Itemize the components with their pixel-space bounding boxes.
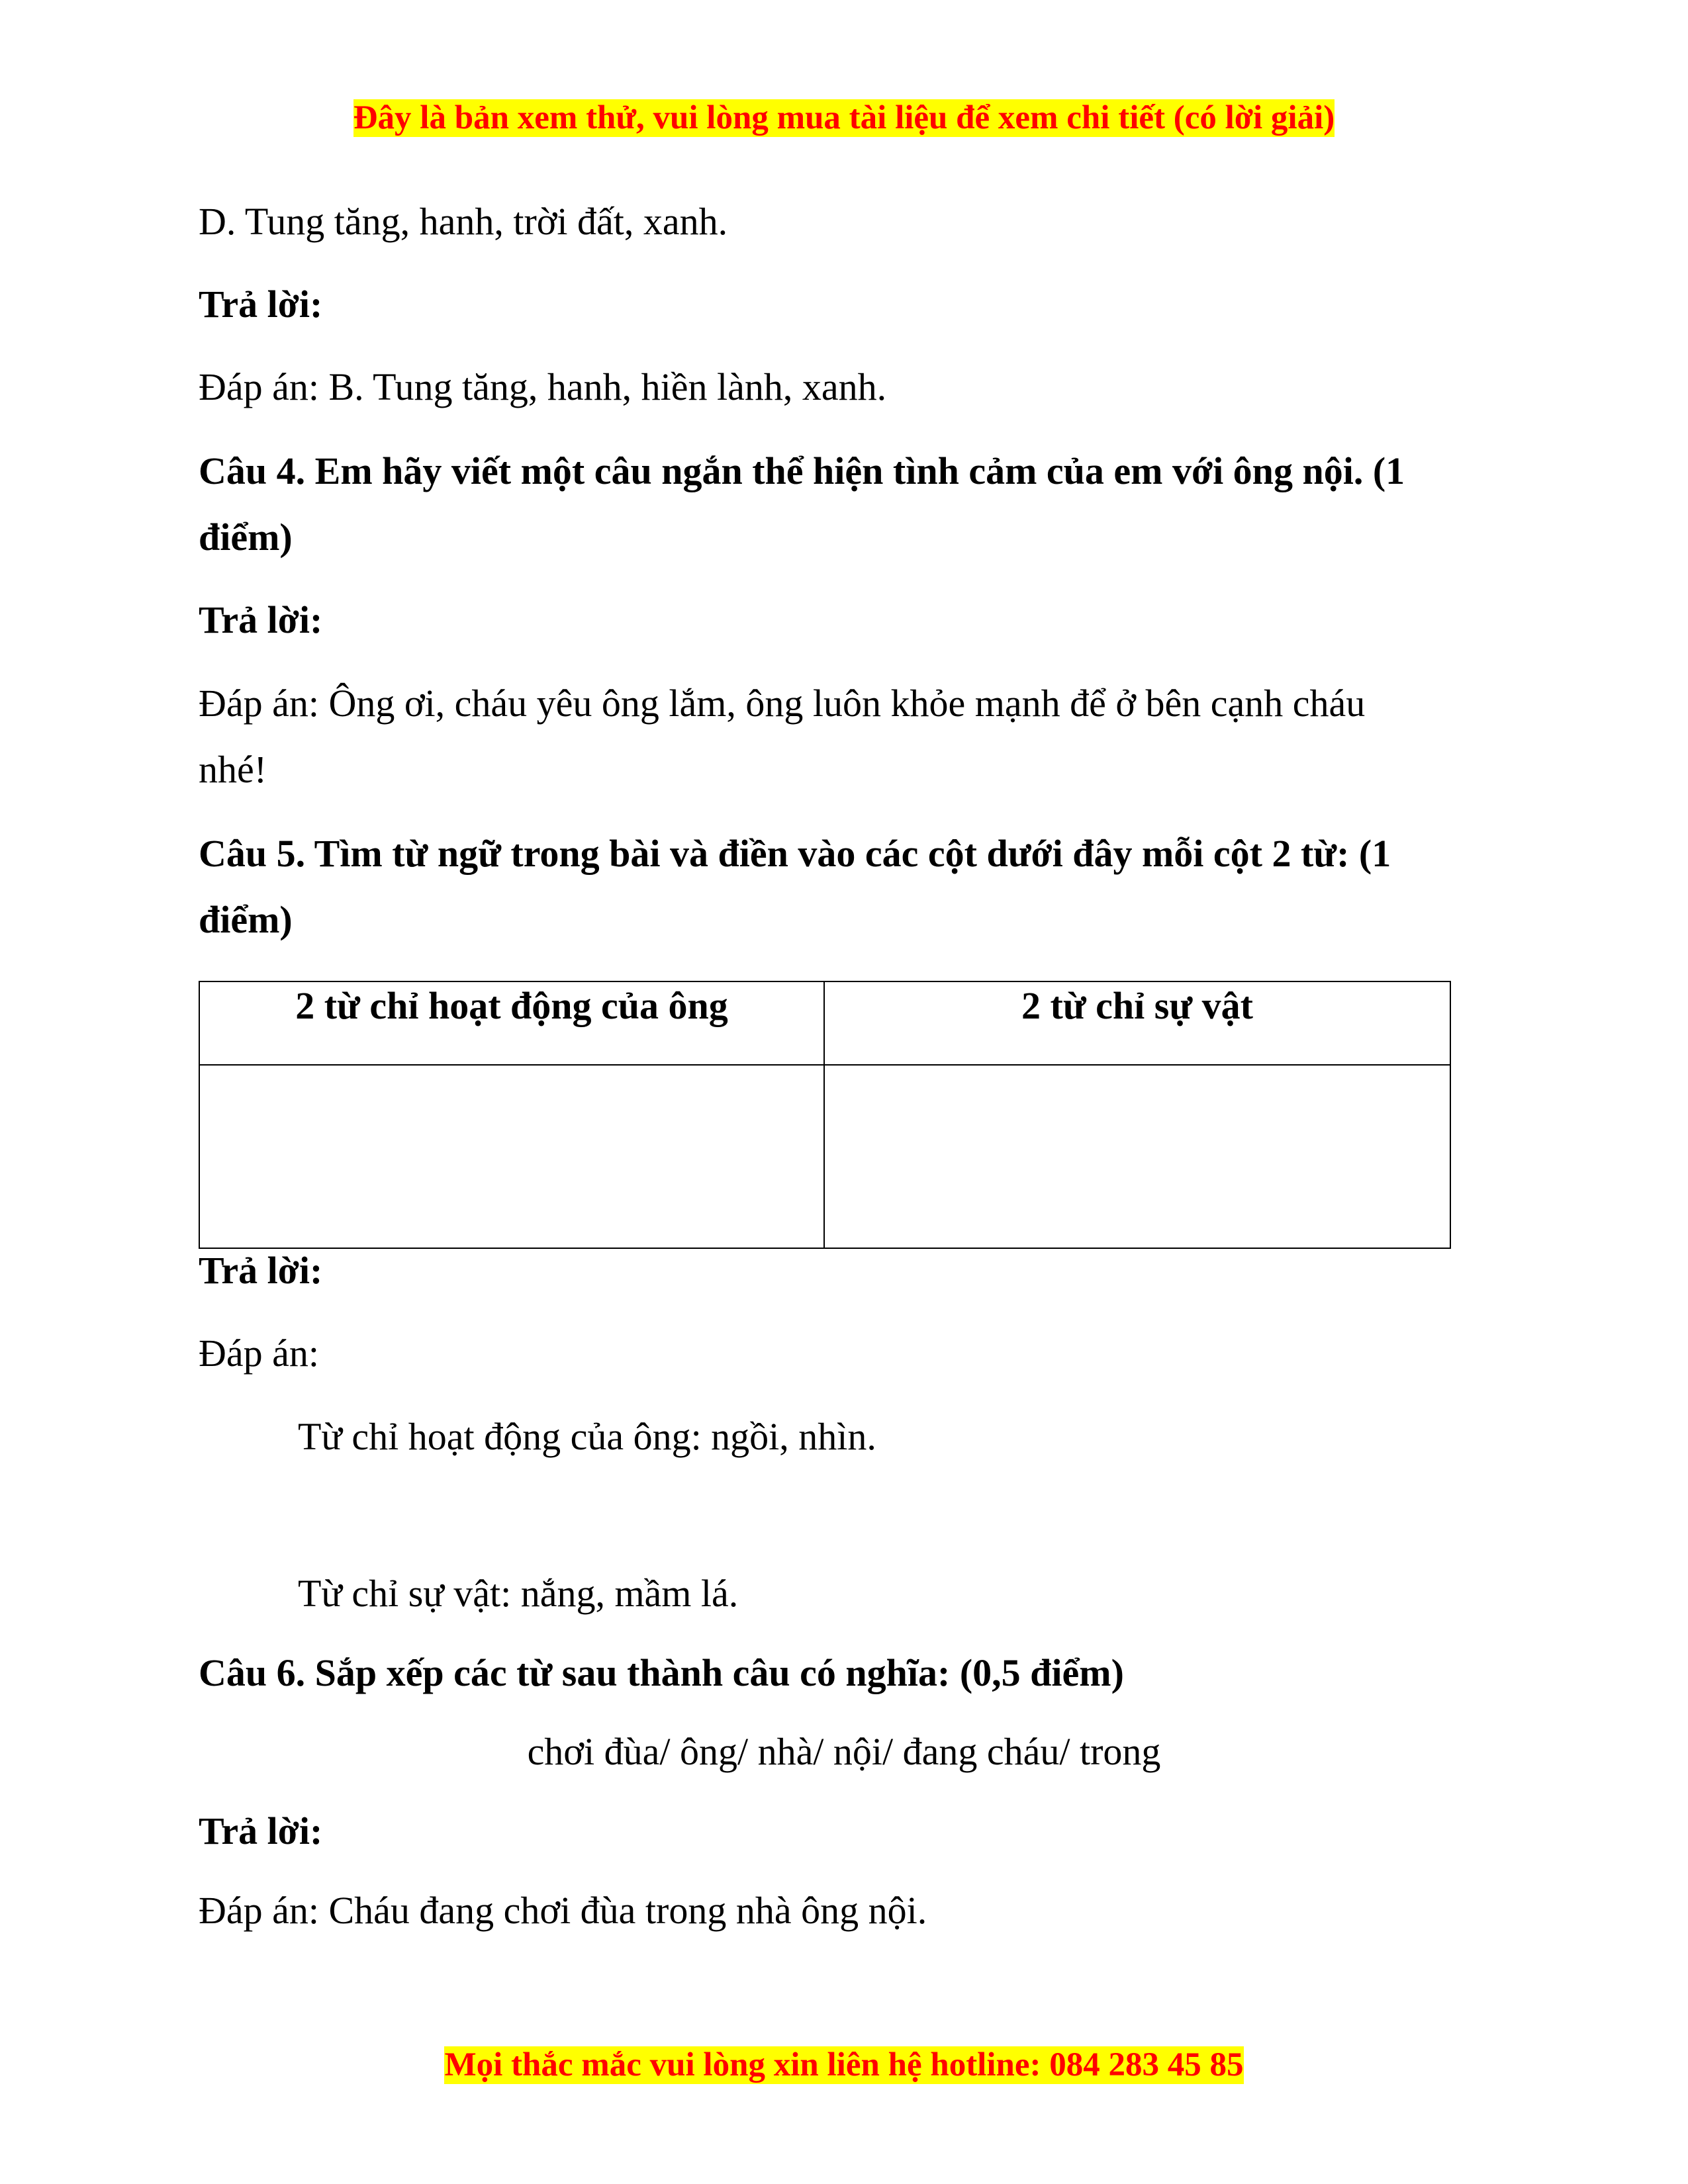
q6-answer: Đáp án: Cháu đang chơi đùa trong nhà ông nội. bbox=[199, 1889, 927, 1932]
table-header-activities: 2 từ chỉ hoạt động của ông bbox=[199, 981, 824, 1065]
q5-answer-label: Trả lời: bbox=[199, 1249, 323, 1292]
table-cell-things bbox=[824, 1065, 1450, 1248]
q6-question: Câu 6. Sắp xếp các từ sau thành câu có nghĩa: (0,5 điểm) bbox=[199, 1651, 1124, 1694]
q5-answer-item: Từ chỉ hoạt động của ông: ngồi, nhìn. bbox=[298, 1415, 876, 1458]
preview-notice-text: Đây là bản xem thử, vui lòng mua tài liệu để xem chi tiết (có lời giải) bbox=[353, 99, 1335, 136]
table-header-things: 2 từ chỉ sự vật bbox=[824, 981, 1450, 1065]
q5-answer-item: Từ chỉ sự vật: nắng, mầm lá. bbox=[298, 1572, 739, 1615]
q6-answer-label: Trả lời: bbox=[199, 1809, 323, 1852]
q4-answer-line: nhé! bbox=[199, 748, 267, 791]
q3-answer: Đáp án: B. Tung tăng, hanh, hiền lành, xanh. bbox=[199, 365, 887, 408]
hotline-banner bbox=[0, 2046, 1688, 2084]
q5-question-line: điểm) bbox=[199, 898, 293, 941]
q5-answer-intro: Đáp án: bbox=[199, 1332, 319, 1375]
q6-word-list: chơi đùa/ ông/ nhà/ nội/ đang cháu/ trong bbox=[527, 1730, 1161, 1773]
q3-option-d: D. Tung tăng, hanh, trời đất, xanh. bbox=[199, 200, 728, 243]
q3-answer-label: Trả lời: bbox=[199, 283, 323, 326]
table-header-row bbox=[199, 981, 1450, 1065]
word-table bbox=[199, 981, 1451, 1249]
table-row bbox=[199, 1065, 1450, 1248]
hotline-text: Mọi thắc mắc vui lòng xin liên hệ hotline: 084 283 45 85 bbox=[444, 2046, 1244, 2083]
preview-notice-banner bbox=[0, 99, 1688, 137]
q4-answer-line: Đáp án: Ông ơi, cháu yêu ông lắm, ông luôn khỏe mạnh để ở bên cạnh cháu bbox=[199, 682, 1366, 725]
q4-answer-label: Trả lời: bbox=[199, 598, 323, 641]
q4-question-line: điểm) bbox=[199, 516, 293, 559]
q5-question-line: Câu 5. Tìm từ ngữ trong bài và điền vào các cột dưới đây mỗi cột 2 từ: (1 bbox=[199, 832, 1391, 875]
table-cell-activities bbox=[199, 1065, 824, 1248]
q4-question-line: Câu 4. Em hãy viết một câu ngắn thể hiện tình cảm của em với ông nội. (1 bbox=[199, 449, 1405, 492]
